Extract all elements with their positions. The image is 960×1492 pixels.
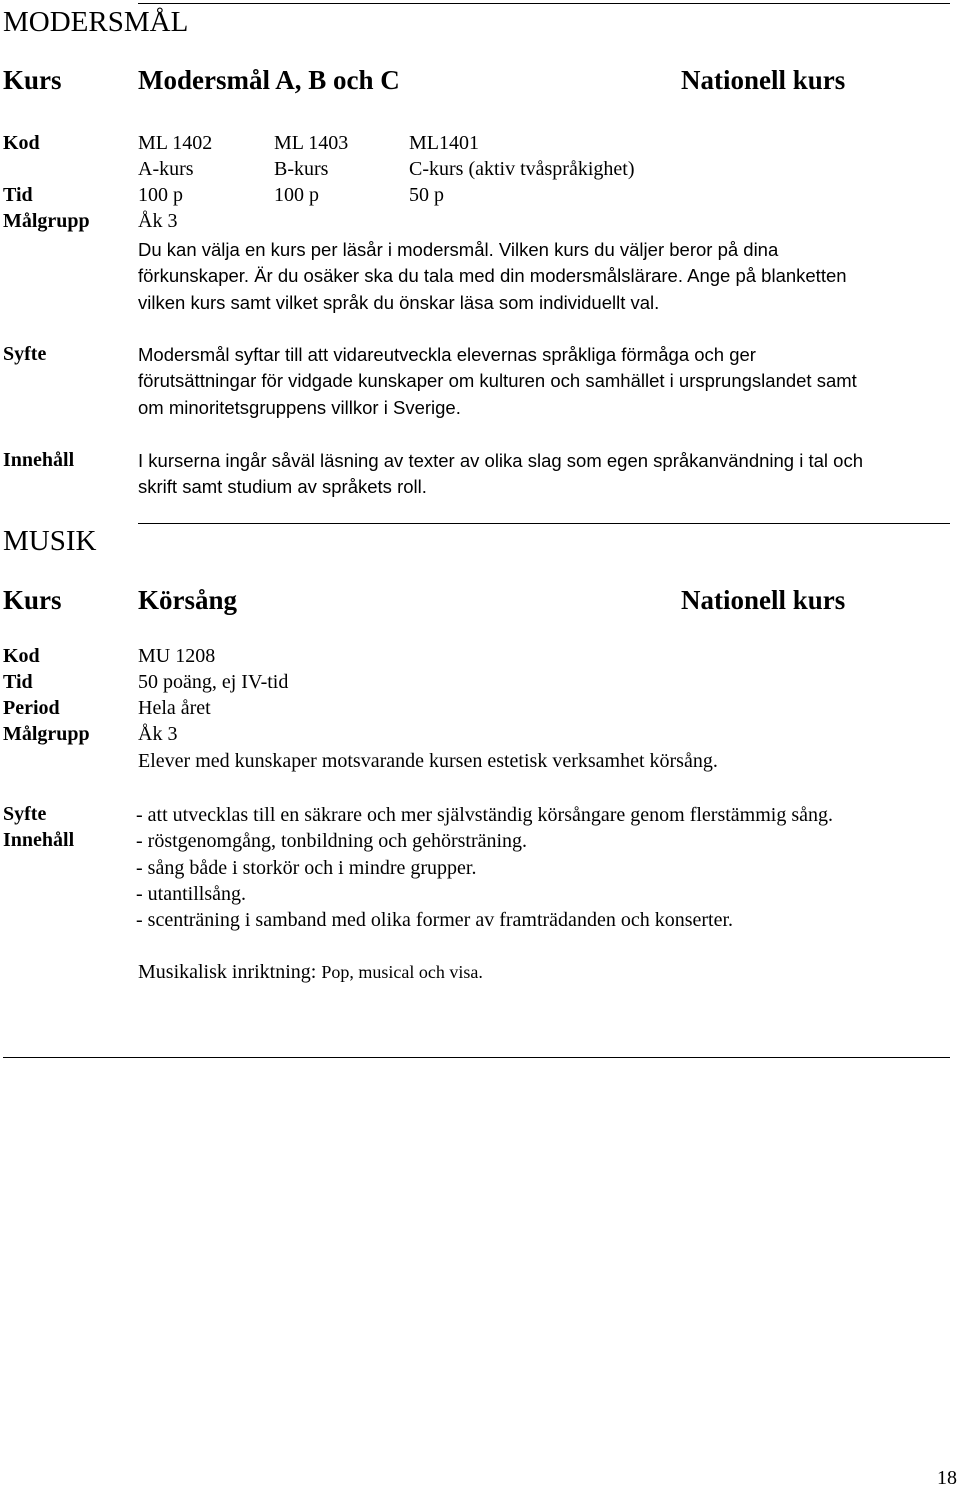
tid-label: Tid xyxy=(3,184,33,206)
malgrupp-value: Åk 3 xyxy=(138,723,178,745)
kurs-type: Nationell kurs xyxy=(681,585,846,615)
malgrupp-label: Målgrupp xyxy=(3,210,90,232)
syfte-line: förutsättningar för vidgade kunskaper om kulturen och samhället i ursprungslandet samt xyxy=(138,370,857,392)
course-code: ML1401 xyxy=(409,132,479,154)
list-item: - röstgenomgång, tonbildning och gehörsträning. xyxy=(136,830,528,853)
inriktning-label: Musikalisk inriktning: xyxy=(138,961,322,983)
kurs-name: Körsång xyxy=(138,585,238,615)
innehall-line: skrift samt studium av språkets roll. xyxy=(138,476,427,498)
syfte-line: om minoritetsgruppens villkor i Sverige. xyxy=(138,396,461,418)
info-line: Du kan välja en kurs per läsår i modersmål. Vilken kurs du väljer beror på dina xyxy=(138,239,779,260)
info-line: vilken kurs samt vilket språk du önskar läsa som individuellt val. xyxy=(138,291,660,313)
innehall-label: Innehåll xyxy=(3,829,75,851)
syfte-text xyxy=(138,342,857,421)
period-value: Hela året xyxy=(138,697,211,719)
course-code: ML 1403 xyxy=(274,132,349,154)
list-item: - utantillsång. xyxy=(136,882,246,905)
kod-label: Kod xyxy=(3,132,40,154)
innehall-label: Innehåll xyxy=(3,449,75,471)
course-time: 100 p xyxy=(138,184,183,206)
innehall-text xyxy=(138,448,863,501)
tid-label: Tid xyxy=(3,671,33,693)
kurs-name: Modersmål A, B och C xyxy=(138,65,400,95)
course-level: A-kurs xyxy=(138,158,194,180)
inriktning-value: Pop, musical och visa. xyxy=(321,962,483,982)
kurs-label: Kurs xyxy=(3,585,62,615)
course-code: ML 1402 xyxy=(138,132,213,154)
list-item: - scenträning i samband med olika former av framträdanden och konserter. xyxy=(136,909,734,932)
innehall-line: I kurserna ingår såväl läsning av texter av olika slag som egen språkanvändning i tal och xyxy=(138,450,863,471)
course-level: B-kurs xyxy=(274,158,329,180)
malgrupp-label: Målgrupp xyxy=(3,723,90,745)
malgrupp-value: Åk 3 xyxy=(138,210,178,232)
course-time: 100 p xyxy=(274,184,319,206)
list-item: - sång både i storkör och i mindre grupper. xyxy=(136,856,477,879)
content-list xyxy=(136,802,833,933)
section-heading-musik: MUSIK xyxy=(3,525,97,557)
syfte-line: Modersmål syftar till att vidareutveckla elevernas språkliga förmåga och ger xyxy=(138,344,756,365)
list-item: - att utvecklas till en säkrare och mer självständig körsångare genom flerstämmig sång. xyxy=(136,804,834,826)
syfte-label: Syfte xyxy=(3,343,47,365)
page-number: 18 xyxy=(937,1467,957,1489)
course-level: C-kurs (aktiv tvåspråkighet) xyxy=(409,158,635,180)
kod-value: MU 1208 xyxy=(138,645,216,667)
course-time: 50 p xyxy=(409,184,444,206)
syfte-label: Syfte xyxy=(3,803,47,825)
bottom-rule xyxy=(3,1057,950,1058)
kurs-type: Nationell kurs xyxy=(681,65,846,95)
info-line: förkunskaper. Är du osäker ska du tala med din modersmålslärare. Ange på blanketten xyxy=(138,265,847,287)
top-rule xyxy=(138,3,950,4)
section-heading-modersmal: MODERSMÅL xyxy=(3,6,189,38)
period-label: Period xyxy=(3,697,60,719)
inriktning xyxy=(138,961,483,984)
malgrupp-description: Elever med kunskaper motsvarande kursen estetisk verksamhet körsång. xyxy=(138,750,718,772)
kurs-label: Kurs xyxy=(3,65,62,95)
kod-label: Kod xyxy=(3,645,40,667)
tid-value: 50 poäng, ej IV-tid xyxy=(138,671,289,693)
info-text xyxy=(138,237,847,316)
section-divider xyxy=(138,523,950,524)
